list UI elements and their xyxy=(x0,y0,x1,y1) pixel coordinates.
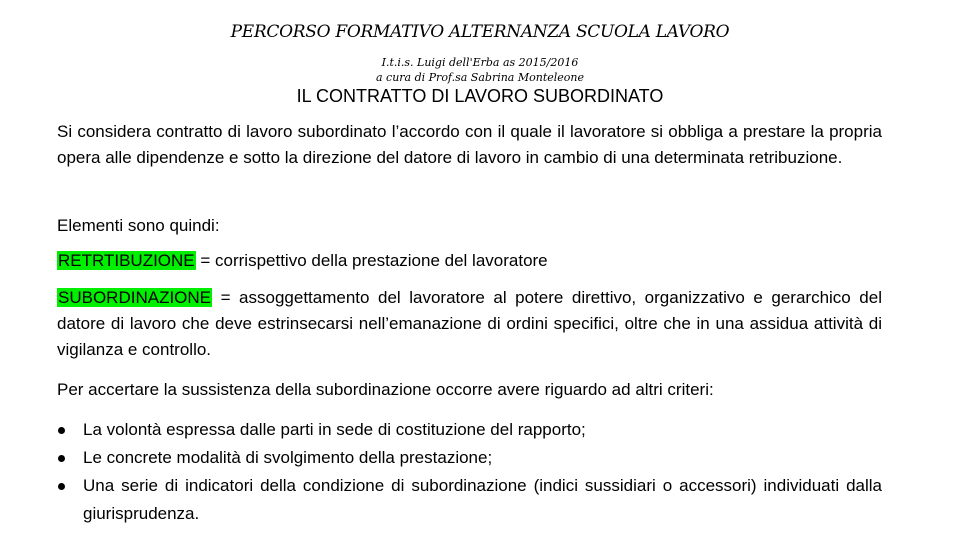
list-item-text: Le concrete modalità di svolgimento della prestazione; xyxy=(83,448,493,467)
bullet-icon xyxy=(58,455,65,462)
list-item-text: Una serie di indicatori della condizione di subordinazione (indici sussidiari o accessori) individuati dalla giurisprudenza. xyxy=(83,476,882,523)
criteria-intro: Per accertare la sussistenza della subordinazione occorre avere riguardo ad altri criteri: xyxy=(57,380,714,399)
element-definition: = corrispettivo della prestazione del lavoratore xyxy=(195,251,548,270)
list-item xyxy=(57,416,882,444)
slide-subtitle: IL CONTRATTO DI LAVORO SUBORDINATO xyxy=(296,86,664,106)
element-definition: = assoggettamento del lavoratore al potere direttivo, organizzativo e gerarchico del datore di lavoro che deve estrinsecarsi nell’emanazione di ordini specifici, oltre che in una assidua attività di vigilanza e controllo. xyxy=(57,288,882,359)
bullet-icon xyxy=(58,483,65,490)
element-retribuzione xyxy=(57,248,882,274)
intro-paragraph: Si considera contratto di lavoro subordinato l’accordo con il quale il lavoratore si obbliga a prestare la propria opera alle dipendenze e sotto la direzione del datore di lavoro in cambio di una determinata retribuzione. xyxy=(57,122,882,167)
element-subordinazione xyxy=(57,285,882,363)
highlighted-term: SUBORDINAZIONE xyxy=(58,288,212,307)
criteria-list xyxy=(57,416,882,528)
bullet-icon xyxy=(58,427,65,434)
highlighted-term: RETRTIBUZIONE xyxy=(58,251,195,270)
header-school: I.t.i.s. Luigi dell'Erba as 2015/2016 xyxy=(381,56,579,69)
header-author: a cura di Prof.sa Sabrina Monteleone xyxy=(375,71,585,84)
list-item xyxy=(57,472,882,528)
list-item xyxy=(57,444,882,472)
header-title: PERCORSO FORMATIVO ALTERNANZA SCUOLA LAVORO xyxy=(230,22,730,42)
elementi-paragraph: Elementi sono quindi: xyxy=(57,216,220,235)
list-item-text: La volontà espressa dalle parti in sede di costituzione del rapporto; xyxy=(83,420,586,439)
